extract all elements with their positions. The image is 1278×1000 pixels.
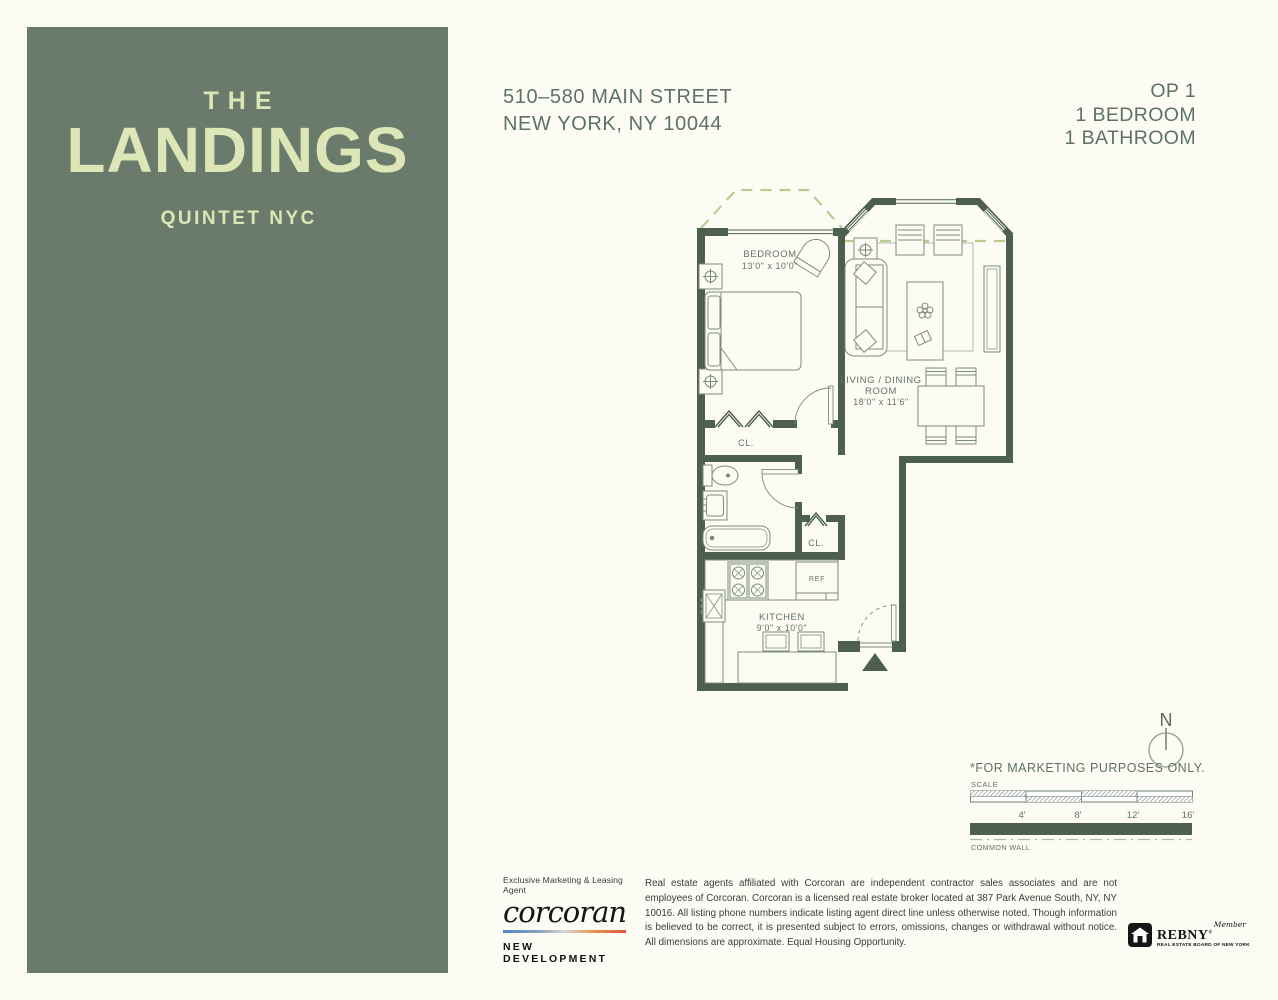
unit-number: OP 1 <box>1150 80 1196 102</box>
new-development-label: NEW DEVELOPMENT <box>503 940 608 965</box>
stove-icon <box>728 562 768 600</box>
rebny-block <box>1128 921 1250 948</box>
living-dims: 18'0" x 11'6" <box>853 397 909 407</box>
bathroom-door <box>762 470 798 509</box>
scale-tick-8: 8' <box>1074 810 1082 821</box>
kitchen-label: KITCHEN <box>759 612 805 623</box>
brand-name: LANDINGS <box>66 114 409 186</box>
unit-info <box>1065 80 1196 151</box>
scale-legend <box>970 778 1196 856</box>
scale-tick-16: 16' <box>1181 810 1195 821</box>
corcoran-logo: corcoran <box>503 895 627 929</box>
rebny-name: REBNY® <box>1157 927 1213 943</box>
legal-disclaimer: Real estate agents affiliated with Corcoran are independent contractor sales associates and are not employees of Corcoran. Corcoran is a licensed real estate broker located at 387 Park Avenue South, NY, NY 10016. All listing phone numbers indicate listing agent direct line unless otherwise noted. Though information is believed to be correct, it is presented subject to errors, omissions, changes or withdrawal without notice. All dimensions are approximate. Equal Housing Opportunity. <box>645 878 1117 949</box>
brand-subtitle: QUINTET NYC <box>160 208 317 229</box>
common-wall-label: COMMON WALL <box>971 843 1031 852</box>
rebny-tagline: REAL ESTATE BOARD OF NEW YORK <box>1157 942 1250 948</box>
living-label-line2: ROOM <box>865 386 897 397</box>
address-line1: 510–580 MAIN STREET <box>503 86 733 108</box>
bay-angled-walls <box>841 200 1011 236</box>
console-icon <box>984 266 1000 352</box>
common-wall-swatch <box>970 823 1192 835</box>
marketing-note: *FOR MARKETING PURPOSES ONLY. <box>970 761 1205 775</box>
north-label: N <box>1159 710 1173 730</box>
agent-label: Exclusive Marketing & Leasing Agent <box>503 875 623 895</box>
scale-tick-4: 4' <box>1018 810 1026 821</box>
kitchen-sink-icon <box>701 590 725 622</box>
closet1-label: CL. <box>738 438 754 448</box>
kitchen-dims: 9'0" x 10'0" <box>756 623 808 633</box>
scale-label: SCALE <box>971 780 999 789</box>
bedroom-dims: 13'0" x 10'0" <box>741 261 799 271</box>
floor-plan <box>690 180 1020 700</box>
scale-tick-12: 12' <box>1126 810 1140 821</box>
corcoran-gradient-rule <box>503 930 626 933</box>
bedroom-door <box>795 386 833 424</box>
entry-door <box>858 605 896 650</box>
brand-panel <box>27 27 448 973</box>
coffee-table-icon <box>907 282 943 360</box>
peninsula-counter <box>738 652 836 683</box>
equal-housing-icon <box>1128 923 1152 947</box>
agent-block <box>503 875 639 965</box>
brand-the: THE <box>203 87 281 115</box>
living-furniture <box>845 225 1000 444</box>
scale-bar <box>971 791 1193 802</box>
armchair-icon <box>794 234 835 277</box>
rebny-member-label: Member <box>1213 920 1246 929</box>
bathroom-fixtures <box>703 465 770 550</box>
entry-marker-icon <box>862 653 888 671</box>
dining-table-icon <box>918 386 984 426</box>
toilet-icon <box>703 465 712 486</box>
rebny-text <box>1157 921 1250 948</box>
address-line2: NEW YORK, NY 10044 <box>503 113 723 135</box>
fridge-label: REF <box>808 574 826 583</box>
bedroom-label: BEDROOM <box>743 249 797 260</box>
stool-icons <box>763 632 824 651</box>
living-label-line1: LIVING / DINING <box>840 375 922 386</box>
bedroom-count: 1 BEDROOM <box>1075 103 1196 126</box>
property-address <box>503 84 732 138</box>
bathroom-count: 1 BATHROOM <box>1064 127 1196 149</box>
closet2-label: CL. <box>808 538 824 548</box>
